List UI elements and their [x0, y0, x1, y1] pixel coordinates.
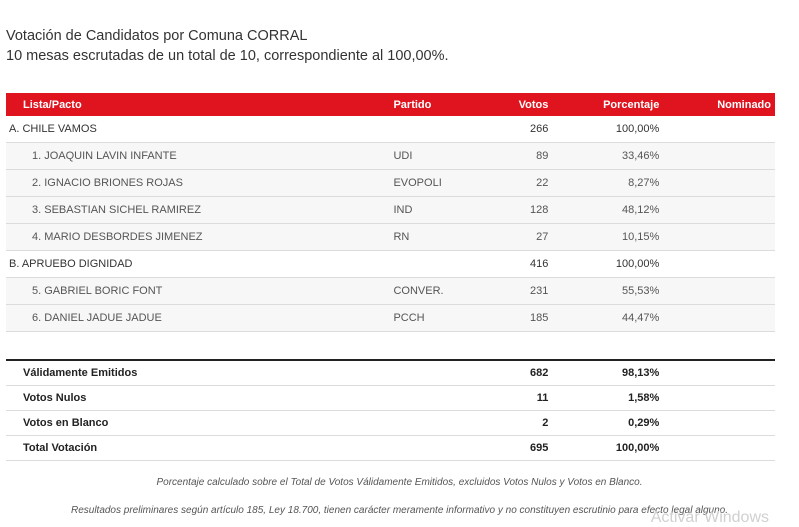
cell-percentage: 100,00% — [552, 251, 663, 278]
cell-nominated — [663, 197, 775, 224]
cell-votes: 416 — [493, 251, 552, 278]
table-row — [6, 197, 775, 224]
cell-party: EVOPOLI — [393, 170, 493, 197]
col-header-lista: Lista/Pacto — [6, 93, 393, 116]
cell-party: CONVER. — [393, 278, 493, 305]
cell-nominated — [663, 224, 775, 251]
table-row — [6, 251, 775, 278]
summary-percentage: 1,58% — [552, 386, 663, 411]
cell-party — [393, 116, 493, 143]
table-divider — [6, 332, 775, 361]
table-row — [6, 305, 775, 332]
results-table — [6, 93, 775, 461]
cell-votes: 128 — [493, 197, 552, 224]
summary-label: Total Votación — [6, 436, 393, 461]
summary-votes: 695 — [493, 436, 552, 461]
cell-name: 2. IGNACIO BRIONES ROJAS — [6, 170, 393, 197]
summary-votes: 682 — [493, 360, 552, 386]
cell-party: RN — [393, 224, 493, 251]
cell-nominated — [663, 143, 775, 170]
summary-votes: 2 — [493, 411, 552, 436]
table-row — [6, 170, 775, 197]
table-header-row — [6, 93, 775, 116]
summary-percentage: 98,13% — [552, 360, 663, 386]
cell-votes: 89 — [493, 143, 552, 170]
cell-votes: 22 — [493, 170, 552, 197]
cell-name: 4. MARIO DESBORDES JIMENEZ — [6, 224, 393, 251]
cell-party: PCCH — [393, 305, 493, 332]
table-row — [6, 143, 775, 170]
cell-name: 3. SEBASTIAN SICHEL RAMIREZ — [6, 197, 393, 224]
summary-row — [6, 360, 775, 386]
cell-party: IND — [393, 197, 493, 224]
cell-name: A. CHILE VAMOS — [6, 116, 393, 143]
cell-name: 6. DANIEL JADUE JADUE — [6, 305, 393, 332]
cell-percentage: 44,47% — [552, 305, 663, 332]
cell-party — [393, 251, 493, 278]
cell-party: UDI — [393, 143, 493, 170]
cell-name: 1. JOAQUIN LAVIN INFANTE — [6, 143, 393, 170]
summary-label: Válidamente Emitidos — [6, 360, 393, 386]
cell-nominated — [663, 278, 775, 305]
cell-nominated — [663, 116, 775, 143]
cell-nominated — [663, 170, 775, 197]
cell-percentage: 33,46% — [552, 143, 663, 170]
cell-percentage: 10,15% — [552, 224, 663, 251]
cell-percentage: 48,12% — [552, 197, 663, 224]
cell-nominated — [663, 305, 775, 332]
page-header — [6, 26, 449, 66]
cell-votes: 185 — [493, 305, 552, 332]
cell-name: 5. GABRIEL BORIC FONT — [6, 278, 393, 305]
footnote-legal: Resultados preliminares según artículo 185, Ley 18.700, tienen carácter meramente informativo y no constituyen escrutinio para efecto legal alguno. — [70, 505, 729, 516]
cell-name: B. APRUEBO DIGNIDAD — [6, 251, 393, 278]
cell-percentage: 55,53% — [552, 278, 663, 305]
summary-label: Votos en Blanco — [6, 411, 393, 436]
cell-votes: 27 — [493, 224, 552, 251]
table-row — [6, 116, 775, 143]
cell-nominated — [663, 251, 775, 278]
page-subtitle: 10 mesas escrutadas de un total de 10, correspondiente al 100,00%. — [6, 48, 449, 64]
table-row — [6, 224, 775, 251]
col-header-partido: Partido — [393, 93, 493, 116]
page-title: Votación de Candidatos por Comuna CORRAL — [6, 28, 308, 44]
col-header-votos: Votos — [493, 93, 552, 116]
windows-activation-watermark: Activar Windows — [650, 509, 769, 526]
table-row — [6, 278, 775, 305]
cell-votes: 266 — [493, 116, 552, 143]
summary-row — [6, 411, 775, 436]
summary-percentage: 0,29% — [552, 411, 663, 436]
col-header-porcentaje: Porcentaje — [552, 93, 663, 116]
footnote-percentage: Porcentaje calculado sobre el Total de Votos Válidamente Emitidos, excluidos Votos Nulos y Votos en Blanco. — [156, 477, 643, 488]
cell-percentage: 100,00% — [552, 116, 663, 143]
summary-votes: 11 — [493, 386, 552, 411]
cell-percentage: 8,27% — [552, 170, 663, 197]
cell-votes: 231 — [493, 278, 552, 305]
summary-row — [6, 386, 775, 411]
summary-row — [6, 436, 775, 461]
summary-label: Votos Nulos — [6, 386, 393, 411]
summary-percentage: 100,00% — [552, 436, 663, 461]
col-header-nominado: Nominado — [663, 93, 775, 116]
